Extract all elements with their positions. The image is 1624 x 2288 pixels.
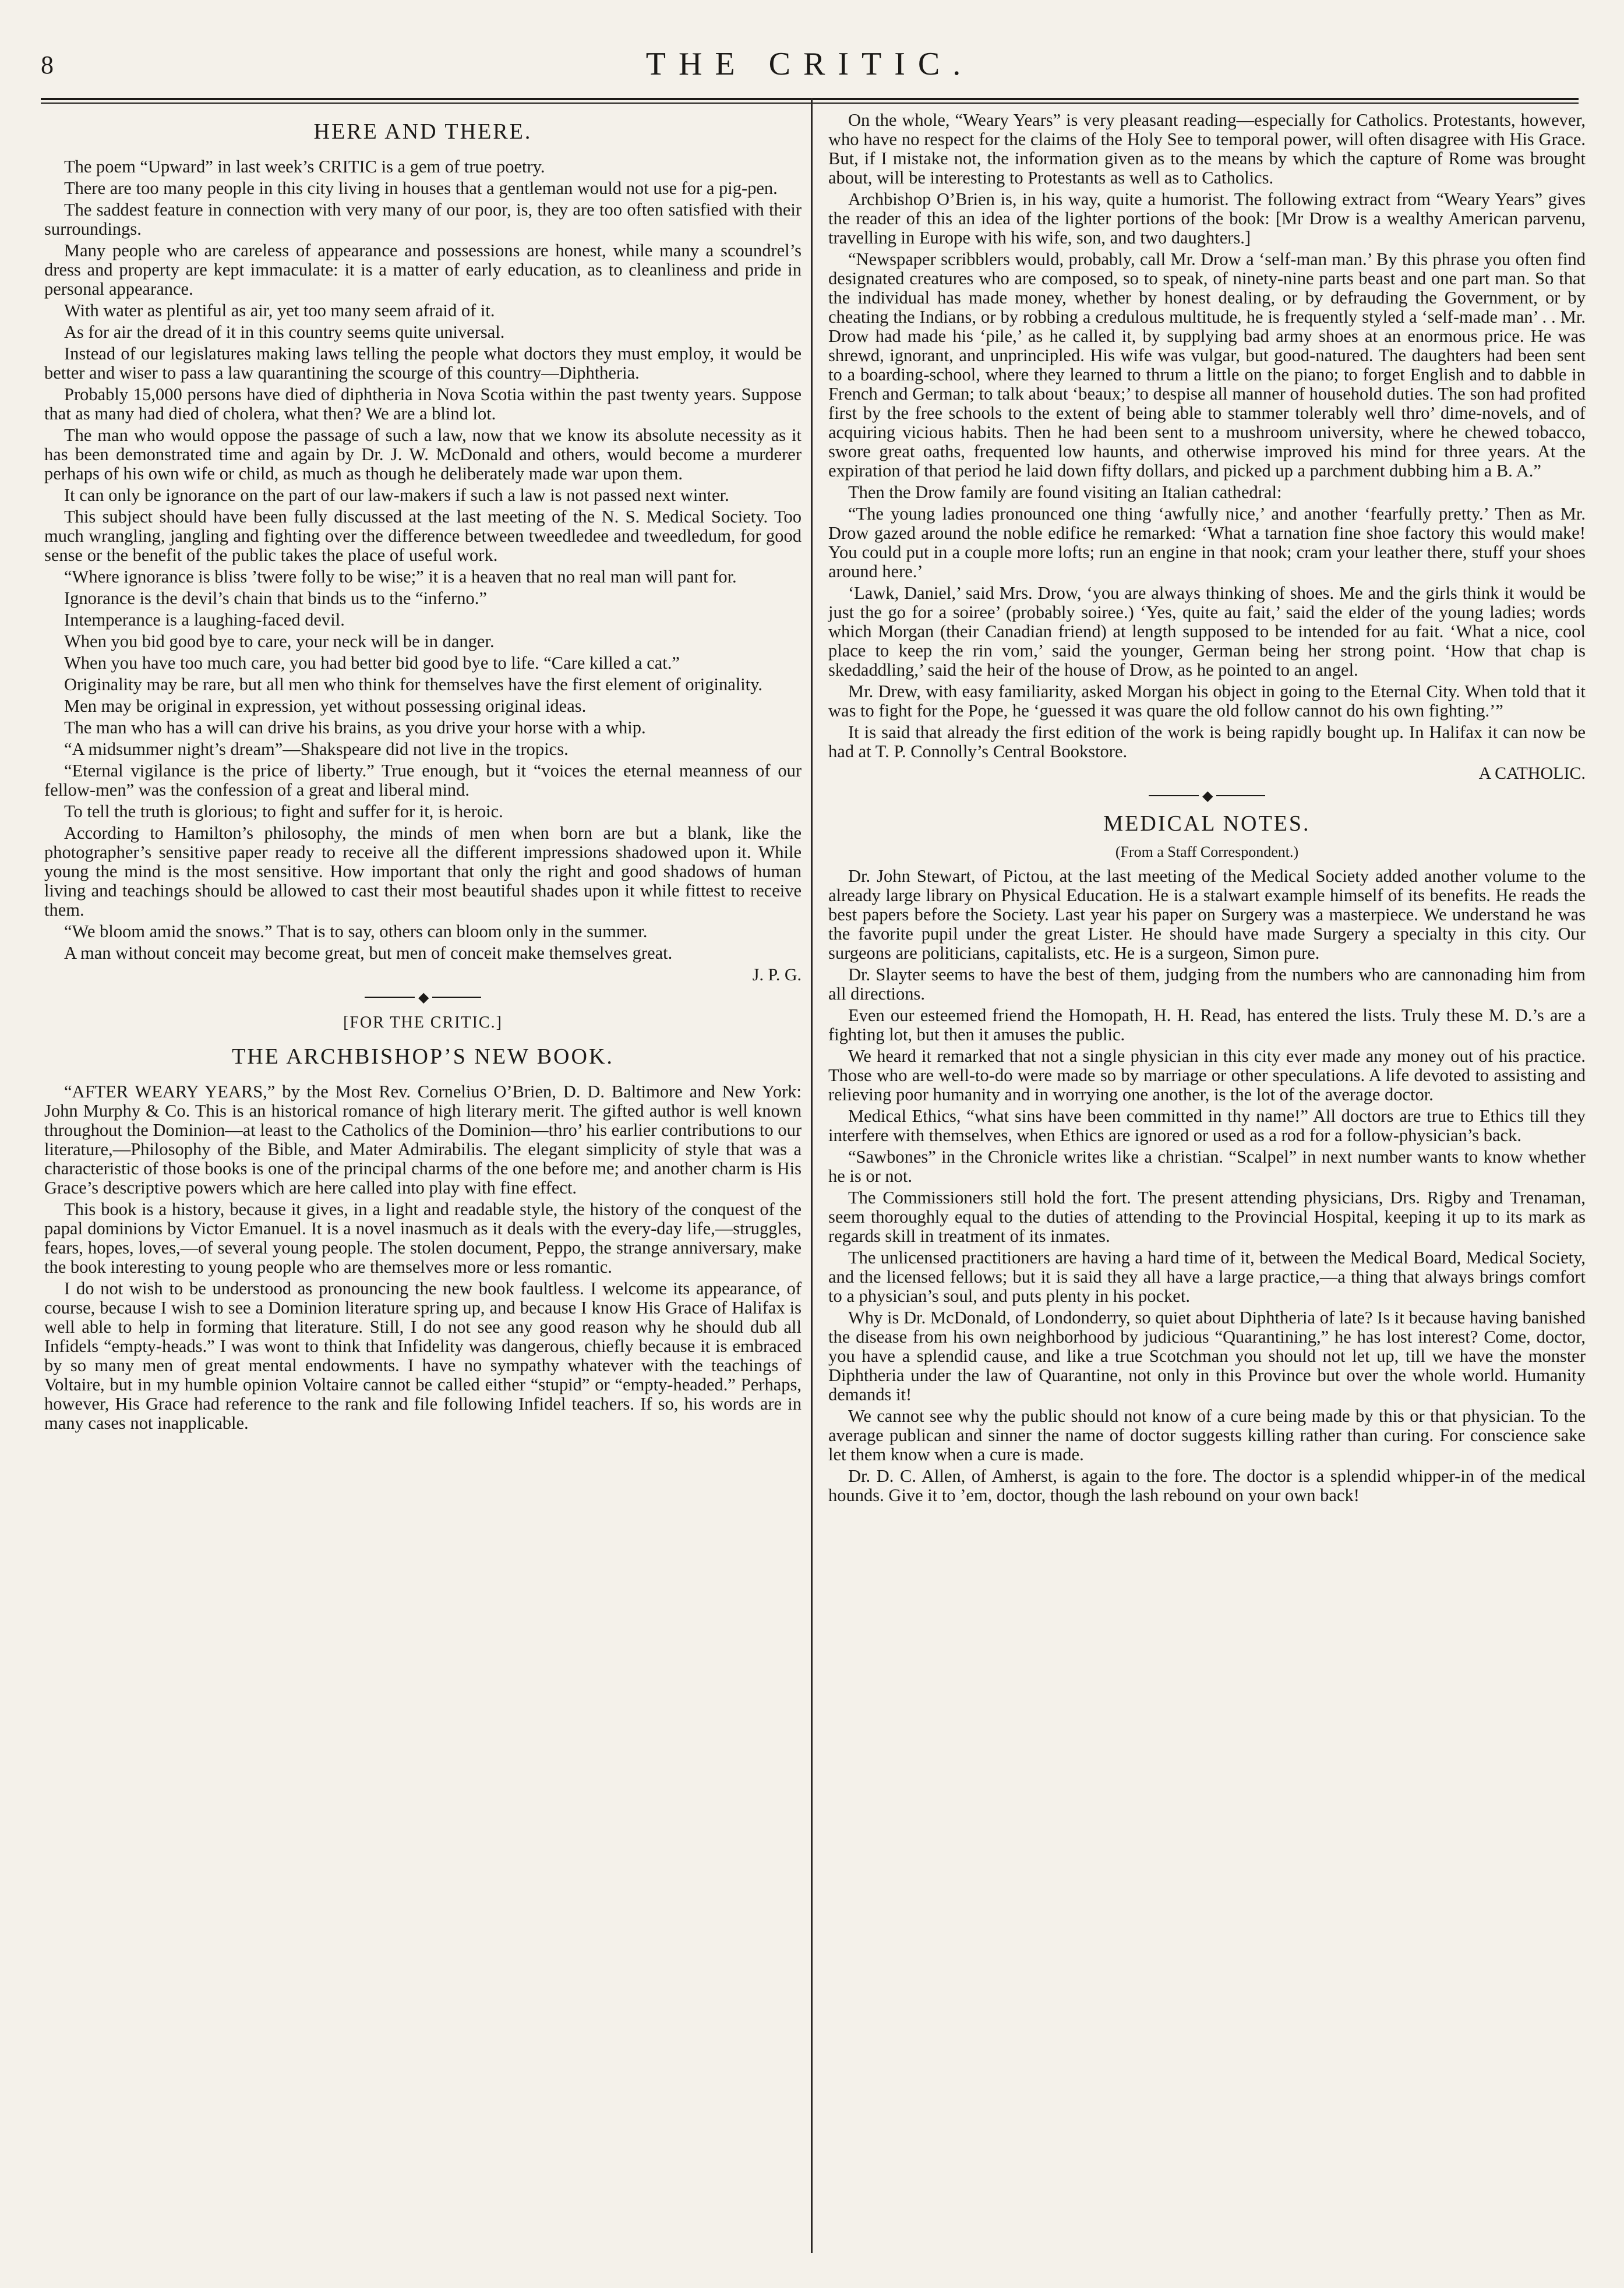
paragraph: This subject should have been fully discussed at the last meeting of the N. S. Medical Society. Too much wrangling, jangling and fighting over the difference between tweedledee and tweedledum, for good sense or the benefit of the public takes the place of useful work. (44, 507, 802, 565)
paragraph: The Commissioners still hold the fort. The present attending physicians, Drs. Rigby and Trenaman, seem thoroughly equal to the duties of attending to the Provincial Hospital, keeping it up to its mark as regards skill in treatment of its inmates. (828, 1188, 1586, 1246)
paragraph: Dr. John Stewart, of Pictou, at the last meeting of the Medical Society added another volume to the already large library on Physical Education. He is a stalwart example himself of its benefits. He reads the best papers before the Society. Last year his paper on Surgery was a masterpiece. We understand he was the favorite pupil under the great Lister. He should have made Surgery a specialty in this city. Our surgeons are politicians, capitalists, etc. He is a surgeon, Simon pure. (828, 866, 1586, 963)
paragraph: “A midsummer night’s dream”—Shakspeare did not live in the tropics. (64, 739, 569, 759)
paragraph: Even our esteemed friend the Homopath, H. H. Read, has entered the lists. Truly these M. D.’s are a fighting lot, but then it amuses the public. (828, 1005, 1586, 1044)
paragraph: Originality may be rare, but all men who think for themselves have the first element of originality. (64, 675, 763, 694)
archbishop-body (44, 1082, 802, 1433)
paragraph: Instead of our legislatures making laws telling the people what doctors they must employ, it would be better and wiser to pass a law quarantining the scourge of this country—Diphtheria. (44, 344, 802, 383)
paragraph: This book is a history, because it gives, in a light and readable style, the history of the conquest of the papal dominions by Victor Emanuel. It is a novel inasmuch as it deals with the every-day life,—struggles, fears, hopes, loves,—of several young people. The stolen document, Peppo, the strange anniversary, make the book interesting to young people who are themselves more or less romantic. (44, 1199, 802, 1277)
paragraph: We heard it remarked that not a single physician in this city ever made any money out of his practice. Those who are well-to-do were made so by marriage or other speculations. A life devoted to assisting and relieving poor humanity and in worrying one another, is the lot of the average doctor. (828, 1046, 1586, 1104)
archbishop-body-continued (828, 111, 1586, 761)
paragraph: Mr. Drew, with easy familiarity, asked Morgan his object in going to the Eternal City. When told that it was to fight for the Pope, he ‘guessed it was quare the old follow cannot do his own fighting.’” (828, 682, 1586, 721)
header-rule (41, 98, 1579, 100)
paragraph: Intemperance is a laughing-faced devil. (64, 610, 345, 630)
paragraph: On the whole, “Weary Years” is very pleasant reading—especially for Catholics. Protestants, however, who have no respect for the claims of the Holy See to temporal power, will often disagree with His Grace. But, if I mistake not, the information given as to the means by which the capture of Rome was brought about, will be interesting to Protestants as well as to Catholics. (828, 110, 1586, 188)
paragraph: “Eternal vigilance is the price of liberty.” True enough, but it “voices the eternal meanness of our fellow-men” was the confession of a great and liberal mind. (44, 761, 802, 800)
masthead (41, 45, 1579, 92)
paragraph: To tell the truth is glorious; to fight and suffer for it, is heroic. (64, 801, 503, 821)
paragraph: When you have too much care, you had better bid good bye to life. “Care killed a cat.” (64, 653, 680, 673)
paragraph: The saddest feature in connection with very many of our poor, is, they are too often satisfied with their surroundings. (44, 200, 802, 239)
section-title-archbishop: THE ARCHBISHOP’S NEW BOOK. (232, 1044, 614, 1069)
paragraph: The unlicensed practitioners are having a hard time of it, between the Medical Board, Medical Society, and the licensed fellows; but it is said they all have a large practice,—a thing that always brings comfort to a physician’s soul, and puts plenty in his pocket. (828, 1248, 1586, 1306)
paragraph: A man without conceit may become great, but men of conceit make themselves great. (64, 943, 673, 963)
paragraph: According to Hamilton’s philosophy, the minds of men when born are but a blank, like the photographer’s sensitive paper ready to receive all the different impressions shadowed upon it. While young the mind is the most sensitive. How important that only the right and good shadows of human living and teachings should be allowed to cast their most beautiful shades upon it while fittest to receive them. (44, 823, 802, 920)
paragraph: Medical Ethics, “what sins have been committed in thy name!” All doctors are true to Ethics till they interfere with themselves, when Ethics are ignored or used as a rod for a follow-physician’s back. (828, 1106, 1586, 1145)
paragraph: Archbishop O’Brien is, in his way, quite a humorist. The following extract from “Weary Years” gives the reader of this an idea of the lighter portions of the book: [Mr Drow is a wealthy American parvenu, travelling in Europe with his wife, son, and two daughters.] (828, 189, 1586, 248)
paragraph: We cannot see why the public should not know of a cure being made by this or that physician. To the average publican and sinner the name of doctor suggests killing rather than curing. For conscience sake let them know when a cure is made. (828, 1406, 1586, 1464)
paragraph: “Newspaper scribblers would, probably, call Mr. Drow a ‘self-man man.’ By this phrase you often find designated creatures who are composed, so to speak, of ninety-nine parts beast and one part man. So that the individual has made money, whether by honest dealing, or by defrauding the Government, or by cheating the Indians, or by robbing a credulous multitude, he is frequently styled a ‘self-made man’ . . Mr. Drow had made his ‘pile,’ as he called it, by supplying bad army shoes at an enormous price. He was shrewd, ignorant, and unprincipled. His wife was vulgar, but good-natured. The daughters had been sent to a boarding-school, where they learned to thrum a little on the piano; to forget English and to dabble in French and German; to talk about ‘beaux;’ to despise all manner of household duties. The son had profited first by the free schools to the extent of being able to stammer tolerably well thro’ dime-novels, and of acquiring vicious habits. Then he had been sent to a mushroom university, where he chewed tobacco, swore great oaths, frequented low haunts, and otherwise improved his mind for three years. At the expiration of that period he laid down fifty dollars, and picked up a parchment dubbing him a B. A.” (828, 249, 1586, 481)
paragraph: “AFTER WEARY YEARS,” by the Most Rev. Cornelius O’Brien, D. D. Baltimore and New York: John Murphy & Co. This is an historical romance of high literary merit. The gifted author is well known throughout the Dominion—at least to the Catholics of the Dominion—thro’ his earlier contributions to our literature,—Philosophy of the Bible, and Mater Admirabilis. The elegant simplicity of style that was a characteristic of those books is one of the principal charms of the one before me; and another charm is His Grace’s descriptive powers which are here called into play with fine effect. (44, 1082, 802, 1198)
left-column (44, 111, 802, 1435)
here-and-there-body (44, 157, 802, 963)
staff-correspondent-note: (From a Staff Correspondent.) (1115, 843, 1299, 860)
right-column (828, 111, 1586, 1507)
paragraph: “The young ladies pronounced one thing ‘awfully nice,’ and another ‘fearfully pretty.’ Then as Mr. Drow gazed around the noble edifice he remarked: ‘What a tarnation fine shoe factory this would make! You could put in a couple more lofts; run an engine in that nook; cram your leather there, stuff your shoes around here.’ (828, 504, 1586, 581)
header-rule-thin (41, 103, 1579, 104)
publication-title: THE CRITIC. (645, 46, 974, 82)
ornament-divider (1149, 791, 1265, 800)
paragraph: It can only be ignorance on the part of our law-makers if such a law is not passed next winter. (64, 485, 729, 505)
paragraph: “Where ignorance is bliss ’twere folly to be wise;” it is a heaven that no real man will pant for. (64, 567, 737, 587)
paragraph: Why is Dr. McDonald, of Londonderry, so quiet about Diphtheria of late? Is it because having banished the disease from his own neighborhood by judicious “Quarantining,” he has lost interest? Come, doctor, you have a splendid cause, and like a true Scotchman you should not let up, till we have the monster Diphtheria under the law of Quarantine, not only in this Province but over the whole world. Humanity demands it! (828, 1308, 1586, 1404)
paragraph: “Sawbones” in the Chronicle writes like a christian. “Scalpel” in next number wants to know whether he is or not. (828, 1147, 1586, 1186)
paragraph: Many people who are careless of appearance and possessions are honest, while many a scoundrel’s dress and property are kept immaculate: it is a matter of early education, as to cleanliness and pride in personal appearance. (44, 241, 802, 299)
paragraph: With water as plentiful as air, yet too many seem afraid of it. (64, 301, 495, 320)
paragraph: I do not wish to be understood as pronouncing the new book faultless. I welcome its appearance, of course, because I wish to see a Dominion literature spring up, and because I know His Grace of Halifax is well able to help in forming that literature. Still, I do not see any good reason why he should dub all Infidels “empty-heads.” I was wont to think that Infidelity was dangerous, chiefly because it is embraced by so many men of great mental endowments. I have no sympathy whatever with the teachings of Voltaire, but in my humble opinion Voltaire cannot be called either “stupid” or “empty-headed.” Perhaps, however, His Grace had reference to the rank and file following Infidel teachers. If so, his words are in many cases not inapplicable. (44, 1279, 802, 1433)
paragraph: The man who would oppose the passage of such a law, now that we know its absolute necessity as it has been demonstrated time and again by Dr. J. W. McDonald and others, would become a murderer perhaps of his own wife or child, as much as though he deliberately made war upon them. (44, 425, 802, 483)
paragraph: Dr. Slayter seems to have the best of them, judging from the numbers who are cannonading him from all directions. (828, 965, 1586, 1004)
paragraph: The poem “Upward” in last week’s CRITIC is a gem of true poetry. (64, 157, 545, 176)
paragraph: Ignorance is the devil’s chain that binds us to the “inferno.” (64, 588, 487, 608)
medical-notes-body (828, 867, 1586, 1505)
paragraph: As for air the dread of it in this country seems quite universal. (64, 322, 505, 342)
paragraph: “We bloom amid the snows.” That is to say, others can bloom only in the summer. (64, 921, 648, 941)
signature-a-catholic: A CATHOLIC. (1478, 764, 1586, 783)
ornament-divider (365, 993, 481, 1002)
paragraph: When you bid good bye to care, your neck will be in danger. (64, 631, 495, 651)
signature-jpg: J. P. G. (752, 965, 802, 984)
page-number: 8 (41, 51, 54, 79)
paragraph: Dr. D. C. Allen, of Amherst, is again to the fore. The doctor is a splendid whipper-in of the medical hounds. Give it to ’em, doctor, though the lash rebound on your own back! (828, 1466, 1586, 1505)
paragraph: ‘Lawk, Daniel,’ said Mrs. Drow, ‘you are always thinking of shoes. Me and the girls think it would be just the go for a soiree’ (probably soiree.) ‘Yes, quite au fait,’ said the elder of the young ladies; words which Morgan (their Canadian friend) at length supposed to be intended for au fait. ‘What a nice, cool place to keep the rin vom,’ said the younger, German being her strong point. ‘How that chap is skedaddling,’ said the heir of the house of Drow, as he pointed to an angel. (828, 583, 1586, 680)
paragraph: The man who has a will can drive his brains, as you drive your horse with a whip. (64, 718, 646, 737)
paragraph: It is said that already the first edition of the work is being rapidly bought up. In Halifax it can now be had at T. P. Connolly’s Central Bookstore. (828, 722, 1586, 761)
column-divider (811, 98, 813, 2253)
paragraph: Men may be original in expression, yet without possessing original ideas. (64, 696, 587, 716)
paragraph: There are too many people in this city living in houses that a gentleman would not use for a pig-pen. (64, 178, 778, 198)
paragraph: Then the Drow family are found visiting an Italian cathedral: (848, 482, 1282, 502)
paragraph: Probably 15,000 persons have died of diphtheria in Nova Scotia within the past twenty years. Suppose that as many had died of cholera, what then? We are a blind lot. (44, 384, 802, 423)
for-the-critic-label: [FOR THE CRITIC.] (343, 1014, 503, 1032)
section-title-here-and-there: HERE AND THERE. (313, 119, 532, 144)
section-title-medical-notes: MEDICAL NOTES. (1103, 811, 1311, 836)
